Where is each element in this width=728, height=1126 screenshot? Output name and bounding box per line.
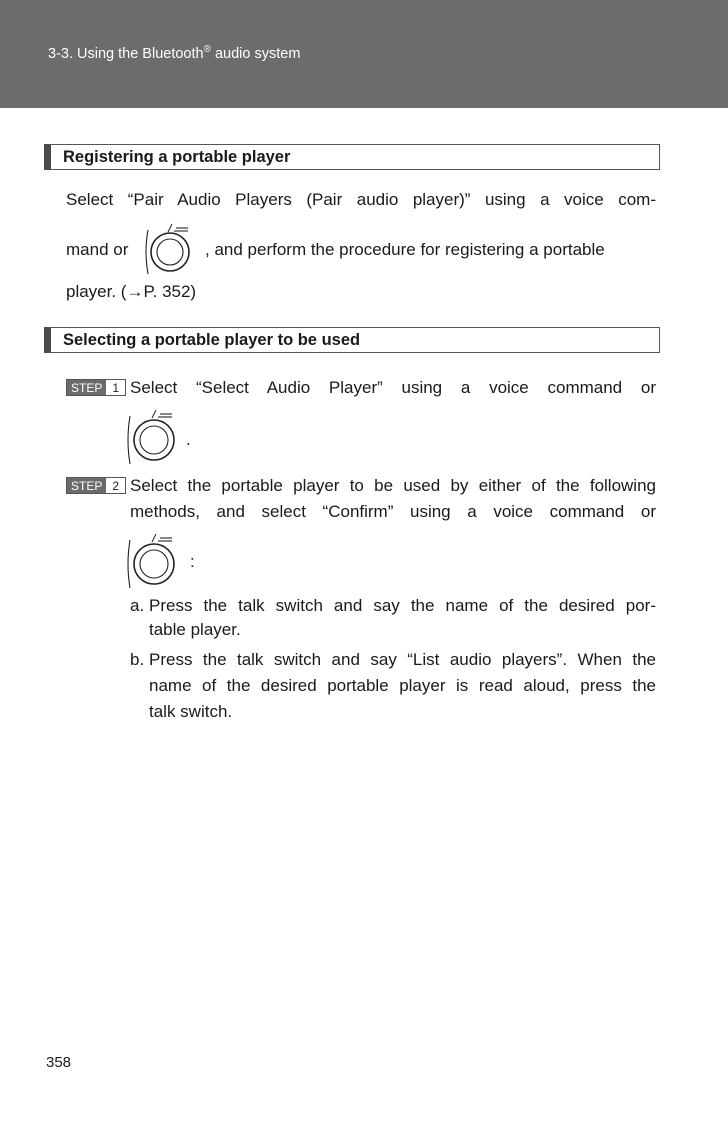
list-item-text: Press the talk switch and say the name of the desired por- <box>149 596 656 615</box>
section-bar-registering <box>44 144 660 170</box>
step-badge <box>66 379 126 396</box>
list-item-text: name of the desired portable player is read aloud, press the <box>149 676 656 695</box>
list-marker: a. <box>130 596 145 615</box>
section-title: Registering a portable player <box>63 148 291 166</box>
list-item-text: talk switch. <box>149 702 233 721</box>
step-punctuation: : <box>190 552 195 571</box>
paragraph-line: Select “Pair Audio Players (Pair audio player)” using a voice com- <box>66 190 656 209</box>
step-badge <box>66 477 126 494</box>
controller-knob-icon <box>124 532 176 588</box>
section-heading-prefix: 3-3. Using the Bluetooth <box>48 45 204 62</box>
paragraph-line: player. (→P. 352) <box>66 282 197 301</box>
section-title: Selecting a portable player to be used <box>63 331 361 349</box>
registered-mark: ® <box>203 44 211 55</box>
section-heading-suffix: audio system <box>210 45 301 62</box>
step-text: Select “Select Audio Player” using a voice command or <box>130 378 656 397</box>
section-heading <box>48 44 300 62</box>
paragraph-line: mand or <box>66 240 129 259</box>
step-label: STEP <box>67 478 106 493</box>
step-punctuation: . <box>186 430 191 449</box>
page-header <box>0 0 728 108</box>
step-label: STEP <box>67 380 106 395</box>
controller-knob-icon <box>142 222 192 274</box>
paragraph-line: , and perform the procedure for registering a portable <box>205 240 605 259</box>
section-bar-selecting <box>44 327 660 353</box>
list-marker: b. <box>130 650 145 669</box>
controller-knob-icon <box>124 408 176 464</box>
step-text: Select the portable player to be used by either of the following <box>130 476 656 495</box>
list-item-text: table player. <box>149 620 241 639</box>
page-number: 358 <box>46 1054 72 1071</box>
step-number: 1 <box>106 380 125 395</box>
step-number: 2 <box>106 478 125 493</box>
list-item-text: Press the talk switch and say “List audio players”. When the <box>149 650 656 669</box>
step-text: methods, and select “Confirm” using a voice command or <box>130 502 656 521</box>
